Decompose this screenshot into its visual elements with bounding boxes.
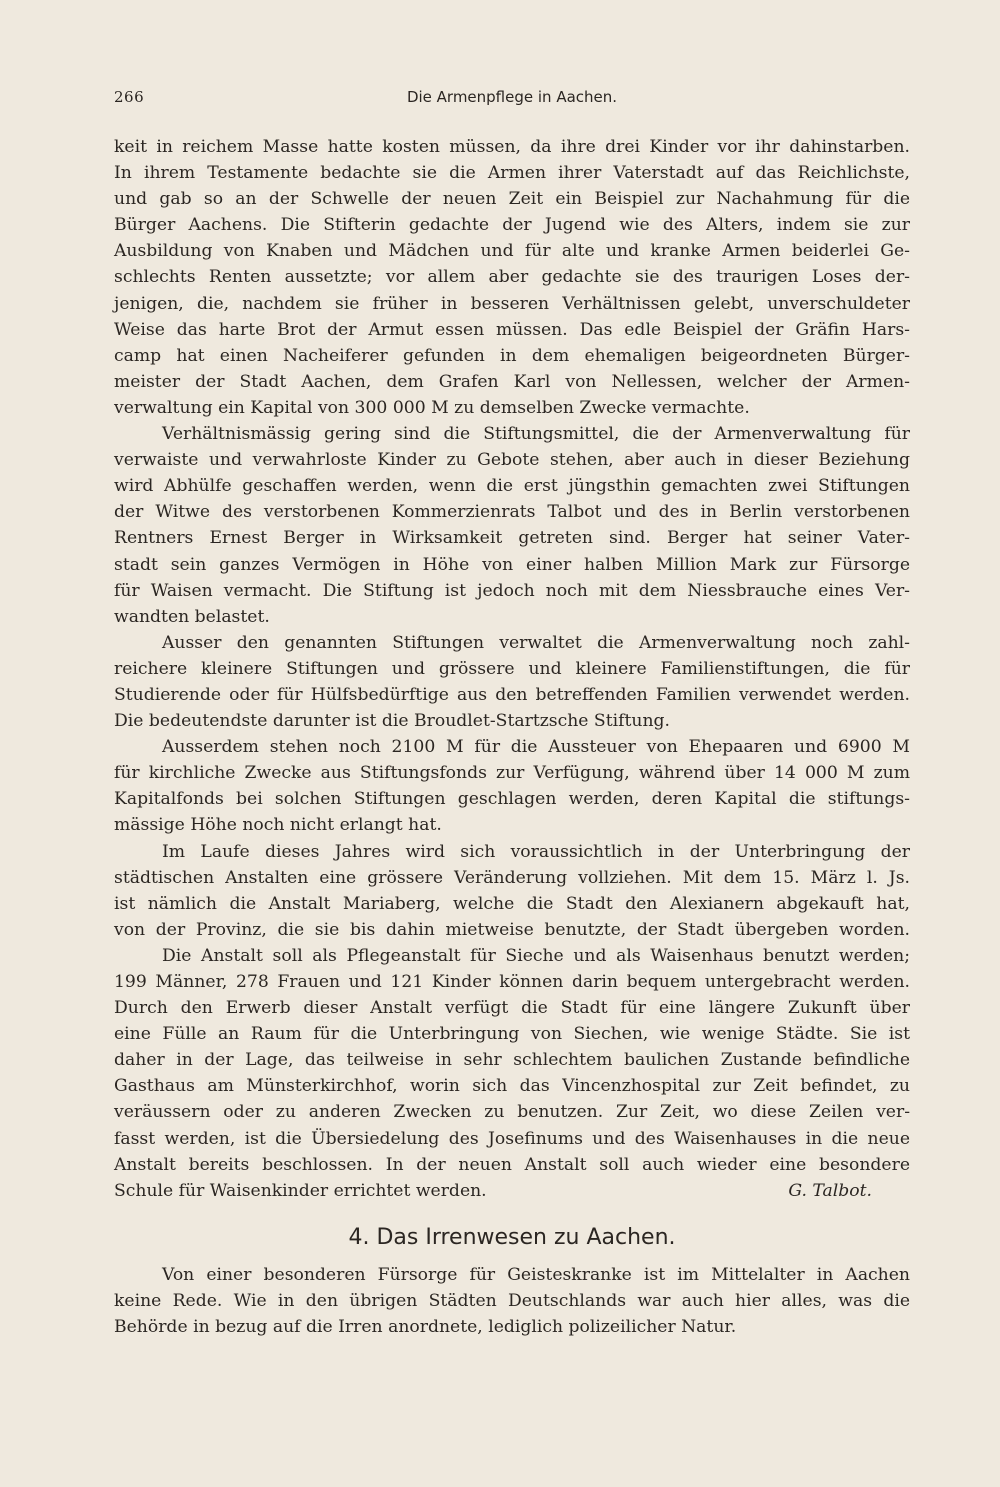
text-line: städtischen Anstalten eine grössere Veränderung vollziehen. Mit dem 15. März l. Js.	[114, 867, 910, 888]
text-line: Im Laufe dieses Jahres wird sich voraussichtlich in der Unterbringung der	[162, 841, 910, 862]
text-line: für kirchliche Zwecke aus Stiftungsfonds zur Verfügung, während über 14 000 M zum	[114, 763, 910, 784]
text-line: keine Rede. Wie in den übrigen Städten Deutschlands war auch hier alles, was die	[114, 1290, 910, 1311]
signature-line	[114, 1178, 910, 1204]
text-line: jenigen, die, nachdem sie früher in besseren Verhältnissen gelebt, unverschuldeter	[114, 293, 910, 314]
text-line: Kapitalfonds bei solchen Stiftungen geschlagen werden, deren Kapital die stiftungs-	[114, 789, 910, 810]
section-heading: 4. Das Irrenwesen zu Aachen.	[348, 1224, 676, 1250]
text-line: der Witwe des verstorbenen Kommerzienrats Talbot und des in Berlin verstorbenen	[114, 502, 910, 523]
text-line: schlechts Renten aussetzte; vor allem aber gedachte sie des traurigen Loses der-	[114, 267, 910, 288]
text-line: daher in der Lage, das teilweise in sehr schlechtem baulichen Zustande befindliche	[114, 1050, 910, 1071]
text-line: Verhältnismässig gering sind die Stiftungsmittel, die der Armenverwaltung für	[162, 424, 910, 445]
page-number: 266	[114, 88, 145, 106]
text-line: 199 Männer, 278 Frauen und 121 Kinder können darin bequem untergebracht werden.	[114, 972, 910, 992]
author-signature: G. Talbot.	[788, 1180, 872, 1201]
text-line: keit in reichem Masse hatte kosten müssen, da ihre drei Kinder vor ihr dahinstarben.	[114, 137, 910, 157]
body-text	[114, 134, 910, 1340]
text-line: fasst werden, ist die Übersiedelung des Josefinums und des Waisenhauses in die neue	[114, 1128, 910, 1149]
text-line: reichere kleinere Stiftungen und grössere und kleinere Familienstiftungen, die für	[114, 658, 910, 679]
text-line: verwaiste und verwahrloste Kinder zu Gebote stehen, aber auch in dieser Beziehung	[114, 450, 910, 471]
text-line: für Waisen vermacht. Die Stiftung ist jedoch noch mit dem Niessbrauche eines Ver-	[114, 580, 910, 601]
text-line: Behörde in bezug auf die Irren anordnete, lediglich polizeilicher Natur.	[114, 1317, 737, 1338]
text-line: verwaltung ein Kapital von 300 000 M zu demselben Zwecke vermachte.	[114, 397, 750, 418]
text-line: ist nämlich die Anstalt Mariaberg, welche die Stadt den Alexianern abgekauft hat,	[114, 893, 910, 914]
text-line: Studierende oder für Hülfsbedürftige aus den betreffenden Familien verwendet werden.	[114, 684, 910, 705]
text-line: eine Fülle an Raum für die Unterbringung von Siechen, wie wenige Städte. Sie ist	[114, 1024, 910, 1045]
text-line: Die bedeutendste darunter ist die Broudlet-Startzsche Stiftung.	[114, 711, 670, 732]
text-line: Durch den Erwerb dieser Anstalt verfügt die Stadt für eine längere Zukunft über	[114, 998, 910, 1019]
text-line: In ihrem Testamente bedachte sie die Armen ihrer Vaterstadt auf das Reichlichste,	[114, 163, 910, 184]
text-line: Ausbildung von Knaben und Mädchen und für alte und kranke Armen beiderlei Ge-	[114, 241, 910, 262]
text-line: Anstalt bereits beschlossen. In der neuen Anstalt soll auch wieder eine besondere	[114, 1154, 910, 1175]
text-line: Gasthaus am Münsterkirchhof, worin sich das Vincenzhospital zur Zeit befindet, zu	[114, 1076, 910, 1097]
text-line: Rentners Ernest Berger in Wirksamkeit getreten sind. Berger hat seiner Vater-	[114, 528, 910, 549]
text-line: stadt sein ganzes Vermögen in Höhe von einer halben Million Mark zur Fürsorge	[114, 554, 910, 575]
text-line: Ausser den genannten Stiftungen verwaltet die Armenverwaltung noch zahl-	[162, 632, 910, 653]
text-line: wandten belastet.	[114, 606, 270, 627]
running-title: Die Armenpflege in Aachen.	[406, 88, 618, 106]
text-line: Schule für Waisenkinder errichtet werden.	[114, 1180, 487, 1201]
text-line: Weise das harte Brot der Armut essen müssen. Das edle Beispiel der Gräfin Hars-	[114, 319, 910, 340]
text-line: von der Provinz, die sie bis dahin mietweise benutzte, der Stadt übergeben worden.	[114, 919, 910, 940]
running-head	[114, 88, 910, 112]
text-line: veräussern oder zu anderen Zwecken zu benutzen. Zur Zeit, wo diese Zeilen ver-	[114, 1102, 910, 1123]
text-line: Die Anstalt soll als Pflegeanstalt für Sieche und als Waisenhaus benutzt werden;	[162, 945, 910, 966]
text-line: camp hat einen Nacheiferer gefunden in dem ehemaligen beigeordneten Bürger-	[114, 345, 910, 366]
text-line: Bürger Aachens. Die Stifterin gedachte der Jugend wie des Alters, indem sie zur	[114, 215, 910, 236]
text-line: Von einer besonderen Fürsorge für Geisteskranke ist im Mittelalter in Aachen	[162, 1264, 910, 1285]
text-line: meister der Stadt Aachen, dem Grafen Karl von Nellessen, welcher der Armen-	[114, 371, 910, 392]
text-line: Ausserdem stehen noch 2100 M für die Aussteuer von Ehepaaren und 6900 M	[162, 737, 910, 758]
text-line: mässige Höhe noch nicht erlangt hat.	[114, 815, 442, 836]
text-line: und gab so an der Schwelle der neuen Zeit ein Beispiel zur Nachahmung für die	[114, 189, 910, 210]
text-line: wird Abhülfe geschaffen werden, wenn die erst jüngsthin gemachten zwei Stiftungen	[114, 476, 910, 497]
